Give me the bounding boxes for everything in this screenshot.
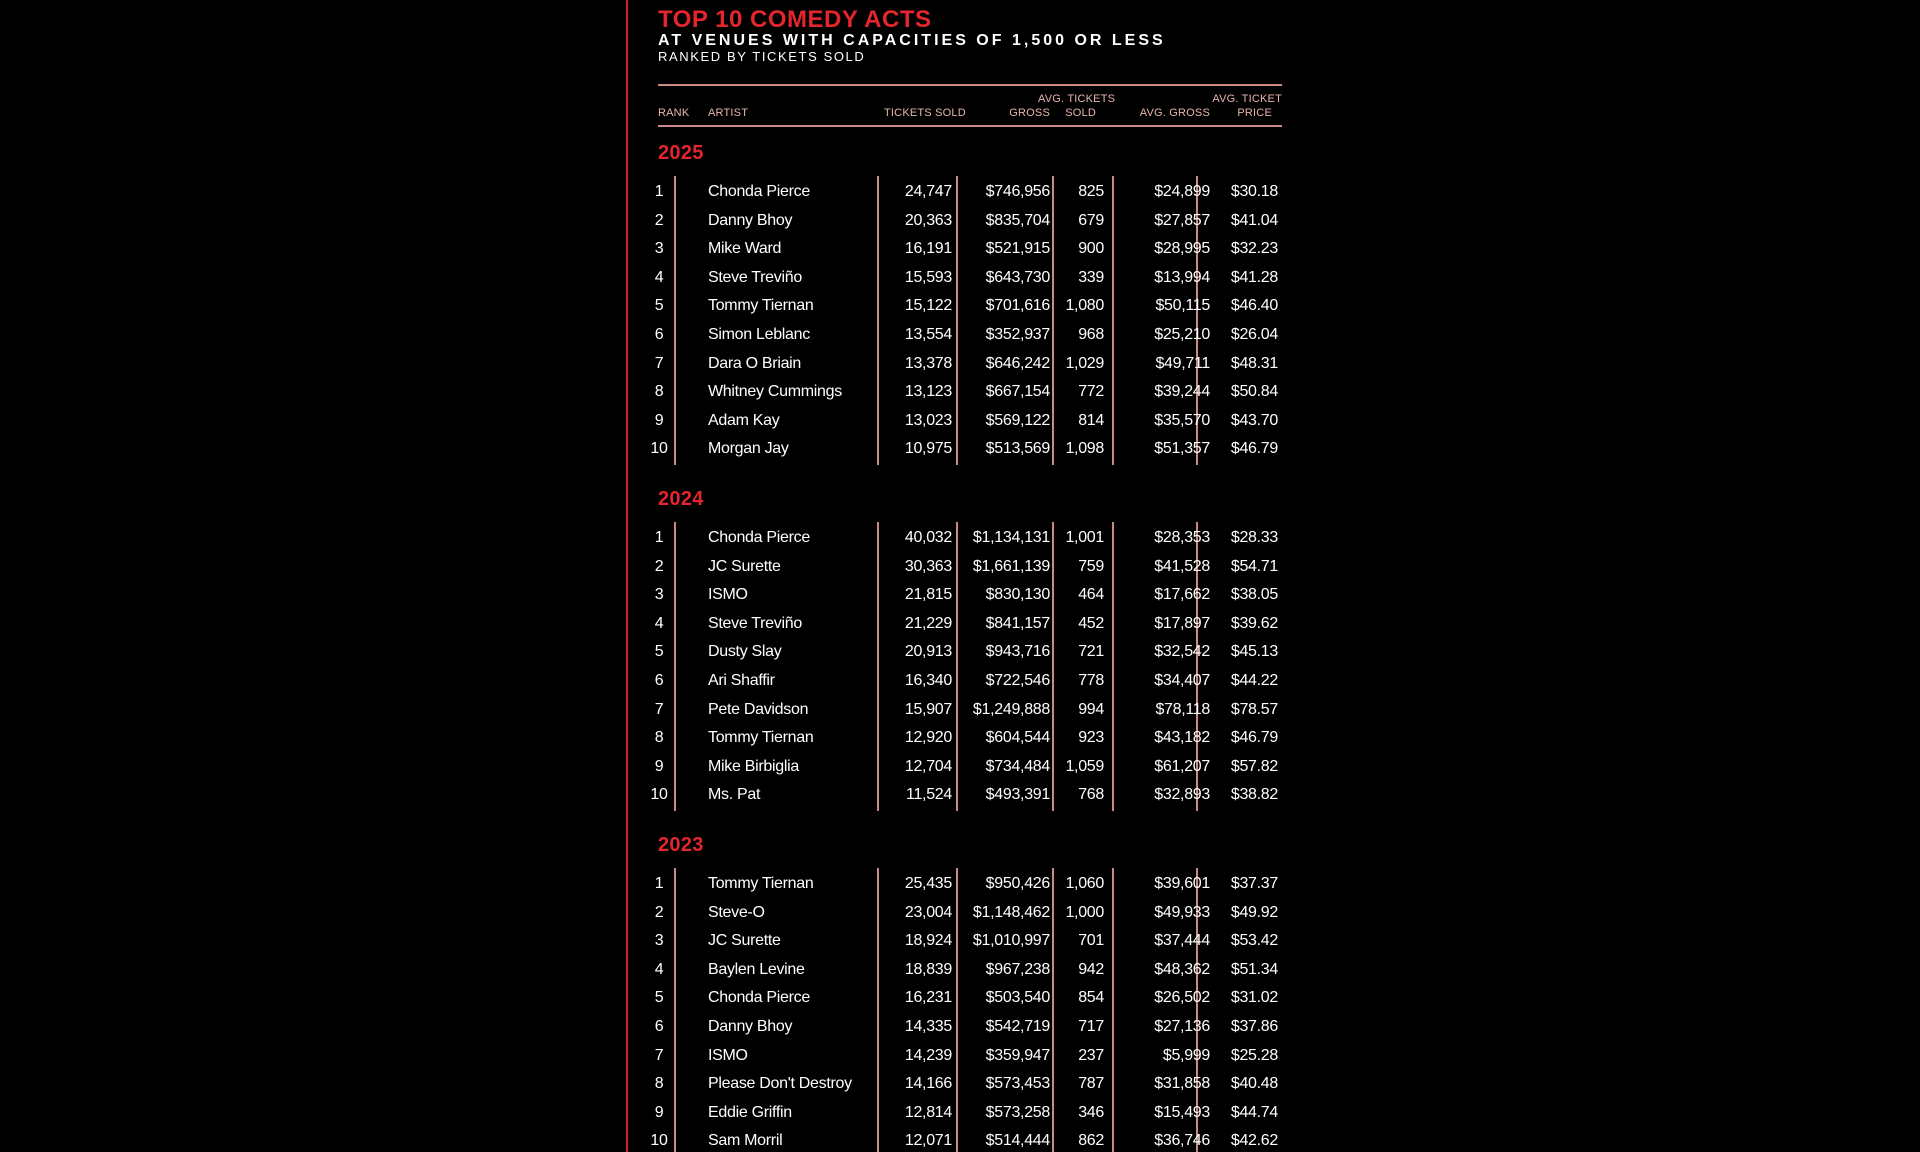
cell-tickets-sold: 20,913: [904, 643, 952, 661]
column-divider: [674, 868, 676, 1152]
cell-rank: 9: [654, 757, 664, 775]
cell-avg-tickets-sold: 1,029: [1065, 354, 1104, 372]
cell-rank: 2: [654, 211, 664, 229]
cell-avg-gross: $17,897: [1154, 614, 1210, 632]
cell-artist: Mike Ward: [708, 240, 782, 258]
cell-avg-tickets-sold: 1,060: [1065, 875, 1104, 892]
cell-avg-gross: $51,357: [1154, 440, 1210, 458]
cell-avg-gross: $39,244: [1154, 383, 1210, 401]
cell-avg-ticket-price: $32.23: [1230, 240, 1278, 258]
cell-avg-tickets-sold: 339: [1078, 268, 1104, 286]
cell-avg-tickets-sold: 1,059: [1065, 757, 1104, 775]
cell-avg-ticket-price: $37.86: [1230, 1018, 1278, 1035]
cell-avg-tickets-sold: 968: [1078, 326, 1104, 343]
year-heading-2023: 2023: [658, 834, 704, 856]
cell-avg-tickets-sold: 854: [1078, 989, 1104, 1007]
cell-gross: $701,616: [985, 297, 1050, 315]
cell-avg-ticket-price: $30.18: [1230, 183, 1278, 200]
cell-rank: 1: [654, 529, 664, 546]
year-heading-2025: 2025: [658, 142, 704, 164]
cell-tickets-sold: 16,231: [904, 989, 952, 1007]
cell-avg-ticket-price: $41.28: [1230, 268, 1278, 286]
cell-gross: $604,544: [985, 729, 1050, 747]
cell-tickets-sold: 21,815: [904, 586, 952, 604]
cell-rank: 8: [654, 729, 664, 747]
cell-avg-ticket-price: $38.05: [1230, 586, 1278, 604]
cell-avg-ticket-price: $50.84: [1230, 383, 1278, 401]
cell-gross: $1,134,131: [972, 529, 1050, 546]
cell-artist: Ari Shaffir: [708, 672, 775, 689]
cell-rank: 10: [650, 786, 668, 804]
cell-avg-tickets-sold: 1,080: [1065, 297, 1104, 315]
cell-tickets-sold: 18,924: [904, 932, 952, 950]
cell-artist: ISMO: [708, 586, 748, 604]
cell-gross: $835,704: [985, 211, 1050, 229]
cell-gross: $493,391: [985, 786, 1050, 804]
cell-avg-tickets-sold: 787: [1078, 1075, 1104, 1093]
cell-gross: $667,154: [985, 383, 1050, 401]
cell-rank: 1: [654, 875, 664, 892]
column-header-avg-price-line1: AVG. TICKET: [1212, 93, 1282, 105]
cell-rank: 5: [654, 297, 664, 315]
cell-rank: 10: [650, 1132, 668, 1150]
cell-artist: Morgan Jay: [708, 440, 789, 458]
column-header-gross: GROSS: [1009, 107, 1050, 119]
cell-rank: 8: [654, 1075, 664, 1093]
cell-avg-ticket-price: $49.92: [1230, 903, 1278, 921]
cell-tickets-sold: 13,123: [904, 383, 952, 401]
cell-gross: $830,130: [985, 586, 1050, 604]
cell-avg-ticket-price: $39.62: [1230, 614, 1278, 632]
cell-avg-ticket-price: $40.48: [1230, 1075, 1278, 1093]
cell-avg-gross: $36,746: [1154, 1132, 1210, 1150]
cell-artist: Dara O Briain: [708, 354, 802, 372]
column-header-rank: RANK: [658, 107, 690, 119]
cell-avg-gross: $35,570: [1154, 411, 1210, 429]
cell-rank: 8: [654, 383, 664, 401]
cell-rank: 3: [654, 932, 664, 950]
cell-rank: 4: [654, 614, 664, 632]
cell-artist: Steve Treviño: [708, 268, 802, 286]
cell-gross: $1,249,888: [972, 700, 1050, 718]
cell-gross: $646,242: [985, 354, 1050, 372]
cell-avg-tickets-sold: 237: [1078, 1046, 1104, 1064]
cell-gross: $569,122: [985, 411, 1050, 429]
cell-gross: $722,546: [985, 672, 1050, 689]
cell-rank: 3: [654, 586, 664, 604]
cell-gross: $503,540: [985, 989, 1050, 1007]
cell-avg-tickets-sold: 721: [1078, 643, 1104, 661]
column-divider: [674, 522, 676, 811]
cell-avg-gross: $28,995: [1154, 240, 1210, 258]
cell-gross: $734,484: [985, 757, 1050, 775]
header-bottom-rule: [658, 125, 1282, 127]
cell-avg-ticket-price: $78.57: [1230, 700, 1278, 718]
cell-gross: $573,453: [985, 1075, 1050, 1093]
cell-avg-gross: $31,858: [1154, 1075, 1210, 1093]
cell-artist: ISMO: [708, 1046, 748, 1064]
cell-avg-tickets-sold: 1,000: [1065, 903, 1104, 921]
cell-avg-tickets-sold: 701: [1078, 932, 1104, 950]
cell-gross: $359,947: [985, 1046, 1050, 1064]
cell-avg-tickets-sold: 759: [1078, 557, 1104, 575]
cell-avg-ticket-price: $45.13: [1230, 643, 1278, 661]
cell-avg-gross: $32,542: [1154, 643, 1210, 661]
cell-rank: 6: [654, 672, 664, 689]
cell-avg-ticket-price: $46.40: [1230, 297, 1278, 315]
cell-rank: 6: [654, 1018, 664, 1035]
cell-artist: Tommy Tiernan: [708, 729, 814, 747]
cell-rank: 7: [654, 1046, 664, 1064]
cell-rank: 2: [654, 903, 664, 921]
cell-avg-tickets-sold: 717: [1078, 1018, 1104, 1035]
cell-artist: Danny Bhoy: [708, 211, 793, 229]
cell-artist: Chonda Pierce: [708, 989, 810, 1007]
chart-note: RANKED BY TICKETS SOLD: [658, 49, 866, 64]
cell-avg-tickets-sold: 900: [1078, 240, 1104, 258]
cell-avg-gross: $26,502: [1154, 989, 1210, 1007]
cell-avg-tickets-sold: 679: [1078, 211, 1104, 229]
cell-tickets-sold: 24,747: [904, 183, 952, 200]
cell-avg-tickets-sold: 1,098: [1065, 440, 1104, 458]
cell-avg-ticket-price: $48.31: [1230, 354, 1278, 372]
cell-tickets-sold: 15,593: [904, 268, 952, 286]
cell-artist: Ms. Pat: [708, 786, 761, 804]
cell-avg-tickets-sold: 452: [1078, 614, 1104, 632]
cell-avg-gross: $48,362: [1154, 960, 1210, 978]
cell-tickets-sold: 18,839: [904, 960, 952, 978]
chart-subtitle: AT VENUES WITH CAPACITIES OF 1,500 OR LESS: [658, 32, 1166, 49]
cell-rank: 10: [650, 440, 668, 458]
cell-gross: $1,148,462: [972, 903, 1050, 921]
cell-avg-gross: $32,893: [1154, 786, 1210, 804]
cell-gross: $1,661,139: [972, 557, 1050, 575]
cell-artist: Simon Leblanc: [708, 326, 810, 343]
column-header-avg-gross: AVG. GROSS: [1139, 107, 1210, 119]
cell-avg-ticket-price: $54.71: [1230, 557, 1278, 575]
cell-avg-tickets-sold: 923: [1078, 729, 1104, 747]
cell-rank: 3: [654, 240, 664, 258]
cell-gross: $643,730: [985, 268, 1050, 286]
cell-artist: Adam Kay: [708, 411, 780, 429]
cell-avg-gross: $41,528: [1154, 557, 1210, 575]
cell-rank: 4: [654, 268, 664, 286]
cell-avg-gross: $39,601: [1154, 875, 1210, 892]
cell-artist: Danny Bhoy: [708, 1018, 793, 1035]
cell-avg-ticket-price: $46.79: [1230, 440, 1278, 458]
column-header-avg-tickets-line1: AVG. TICKETS: [1038, 93, 1116, 105]
cell-avg-ticket-price: $28.33: [1230, 529, 1278, 546]
cell-avg-tickets-sold: 814: [1078, 411, 1104, 429]
cell-tickets-sold: 12,071: [904, 1132, 952, 1150]
cell-artist: Sam Morril: [708, 1132, 783, 1150]
column-header-avg-price-line2: PRICE: [1237, 107, 1272, 119]
cell-gross: $573,258: [985, 1103, 1050, 1121]
header-top-rule: [658, 84, 1282, 86]
cell-avg-ticket-price: $43.70: [1230, 411, 1278, 429]
cell-tickets-sold: 30,363: [904, 557, 952, 575]
cell-avg-ticket-price: $44.74: [1230, 1103, 1278, 1121]
cell-tickets-sold: 40,032: [904, 529, 952, 546]
cell-rank: 7: [654, 700, 664, 718]
cell-tickets-sold: 21,229: [904, 614, 952, 632]
cell-avg-ticket-price: $44.22: [1230, 672, 1278, 689]
cell-artist: Chonda Pierce: [708, 529, 810, 546]
cell-artist: Mike Birbiglia: [708, 757, 799, 775]
cell-tickets-sold: 20,363: [904, 211, 952, 229]
cell-avg-gross: $61,207: [1154, 757, 1210, 775]
column-header-tickets-sold: TICKETS SOLD: [884, 107, 966, 119]
cell-tickets-sold: 14,239: [904, 1046, 952, 1064]
cell-rank: 4: [654, 960, 664, 978]
cell-artist: Chonda Pierce: [708, 183, 810, 200]
cell-artist: Steve-O: [708, 903, 765, 921]
cell-avg-gross: $27,136: [1154, 1018, 1210, 1035]
comedy-acts-table: [626, 0, 1292, 1152]
cell-gross: $521,915: [985, 240, 1050, 258]
cell-rank: 5: [654, 989, 664, 1007]
cell-rank: 9: [654, 411, 664, 429]
cell-rank: 2: [654, 557, 664, 575]
column-header-avg-tickets-line2: SOLD: [1065, 107, 1096, 119]
cell-tickets-sold: 10,975: [904, 440, 952, 458]
cell-avg-gross: $34,407: [1154, 672, 1210, 689]
cell-avg-ticket-price: $31.02: [1230, 989, 1278, 1007]
cell-artist: Eddie Griffin: [708, 1103, 792, 1121]
cell-avg-gross: $17,662: [1154, 586, 1210, 604]
cell-avg-gross: $28,353: [1154, 529, 1210, 546]
cell-avg-ticket-price: $46.79: [1230, 729, 1278, 747]
cell-avg-ticket-price: $51.34: [1230, 960, 1278, 978]
cell-tickets-sold: 23,004: [904, 903, 952, 921]
cell-artist: JC Surette: [708, 932, 781, 950]
cell-avg-ticket-price: $53.42: [1230, 932, 1278, 950]
cell-rank: 9: [654, 1103, 664, 1121]
cell-avg-tickets-sold: 862: [1078, 1132, 1104, 1150]
cell-gross: $841,157: [985, 614, 1050, 632]
cell-avg-ticket-price: $25.28: [1230, 1046, 1278, 1064]
cell-avg-tickets-sold: 464: [1078, 586, 1104, 604]
cell-gross: $542,719: [985, 1018, 1050, 1035]
cell-gross: $746,956: [985, 183, 1050, 200]
cell-avg-tickets-sold: 772: [1078, 383, 1104, 401]
cell-tickets-sold: 15,907: [904, 700, 952, 718]
cell-tickets-sold: 16,340: [904, 672, 952, 689]
cell-gross: $950,426: [985, 875, 1050, 892]
cell-tickets-sold: 12,814: [904, 1103, 952, 1121]
cell-avg-ticket-price: $26.04: [1230, 326, 1278, 343]
cell-artist: JC Surette: [708, 557, 781, 575]
cell-tickets-sold: 16,191: [904, 240, 952, 258]
cell-tickets-sold: 11,524: [906, 786, 952, 804]
cell-gross: $967,238: [985, 960, 1050, 978]
cell-tickets-sold: 14,335: [904, 1018, 952, 1035]
cell-avg-gross: $50,115: [1155, 297, 1210, 315]
cell-tickets-sold: 25,435: [904, 875, 952, 892]
cell-gross: $1,010,997: [972, 932, 1050, 950]
cell-avg-ticket-price: $57.82: [1230, 757, 1278, 775]
cell-avg-ticket-price: $37.37: [1230, 875, 1278, 892]
cell-avg-tickets-sold: 346: [1078, 1103, 1104, 1121]
cell-avg-tickets-sold: 942: [1078, 960, 1104, 978]
cell-artist: Steve Treviño: [708, 614, 802, 632]
cell-avg-gross: $27,857: [1154, 211, 1210, 229]
cell-tickets-sold: 12,920: [904, 729, 952, 747]
cell-avg-gross: $49,933: [1154, 903, 1210, 921]
cell-artist: Please Don't Destroy: [708, 1075, 852, 1093]
cell-avg-gross: $49,711: [1155, 354, 1210, 372]
year-heading-2024: 2024: [658, 488, 704, 510]
cell-avg-gross: $78,118: [1155, 700, 1210, 718]
cell-tickets-sold: 13,023: [904, 411, 952, 429]
cell-rank: 1: [654, 183, 664, 200]
chart-title: TOP 10 COMEDY ACTS: [658, 6, 932, 33]
cell-tickets-sold: 13,378: [904, 354, 952, 372]
cell-gross: $352,937: [985, 326, 1050, 343]
cell-avg-ticket-price: $42.62: [1230, 1132, 1278, 1150]
cell-tickets-sold: 12,704: [904, 757, 952, 775]
cell-gross: $514,444: [985, 1132, 1050, 1150]
cell-artist: Pete Davidson: [708, 700, 809, 718]
cell-avg-gross: $13,994: [1154, 268, 1210, 286]
cell-tickets-sold: 15,122: [904, 297, 952, 315]
cell-avg-gross: $37,444: [1154, 932, 1210, 950]
column-divider: [674, 176, 676, 465]
cell-avg-ticket-price: $41.04: [1230, 211, 1278, 229]
column-header-artist: ARTIST: [708, 107, 749, 119]
cell-tickets-sold: 14,166: [904, 1075, 952, 1093]
cell-avg-gross: $25,210: [1154, 326, 1210, 343]
cell-artist: Dusty Slay: [708, 643, 782, 661]
cell-avg-tickets-sold: 994: [1078, 700, 1104, 718]
cell-artist: Baylen Levine: [708, 960, 805, 978]
cell-rank: 5: [654, 643, 664, 661]
cell-tickets-sold: 13,554: [904, 326, 952, 343]
cell-gross: $943,716: [985, 643, 1050, 661]
cell-avg-tickets-sold: 825: [1078, 183, 1104, 200]
cell-artist: Tommy Tiernan: [708, 875, 814, 892]
cell-avg-gross: $43,182: [1154, 729, 1210, 747]
cell-gross: $513,569: [985, 440, 1050, 458]
cell-artist: Whitney Cummings: [708, 383, 842, 401]
cell-rank: 7: [654, 354, 664, 372]
cell-avg-ticket-price: $38.82: [1230, 786, 1278, 804]
cell-rank: 6: [654, 326, 664, 343]
cell-avg-gross: $15,493: [1154, 1103, 1210, 1121]
cell-avg-gross: $5,999: [1162, 1046, 1210, 1064]
cell-artist: Tommy Tiernan: [708, 297, 814, 315]
cell-avg-gross: $24,899: [1154, 183, 1210, 200]
cell-avg-tickets-sold: 768: [1078, 786, 1104, 804]
cell-avg-tickets-sold: 1,001: [1065, 529, 1104, 546]
cell-avg-tickets-sold: 778: [1078, 672, 1104, 689]
